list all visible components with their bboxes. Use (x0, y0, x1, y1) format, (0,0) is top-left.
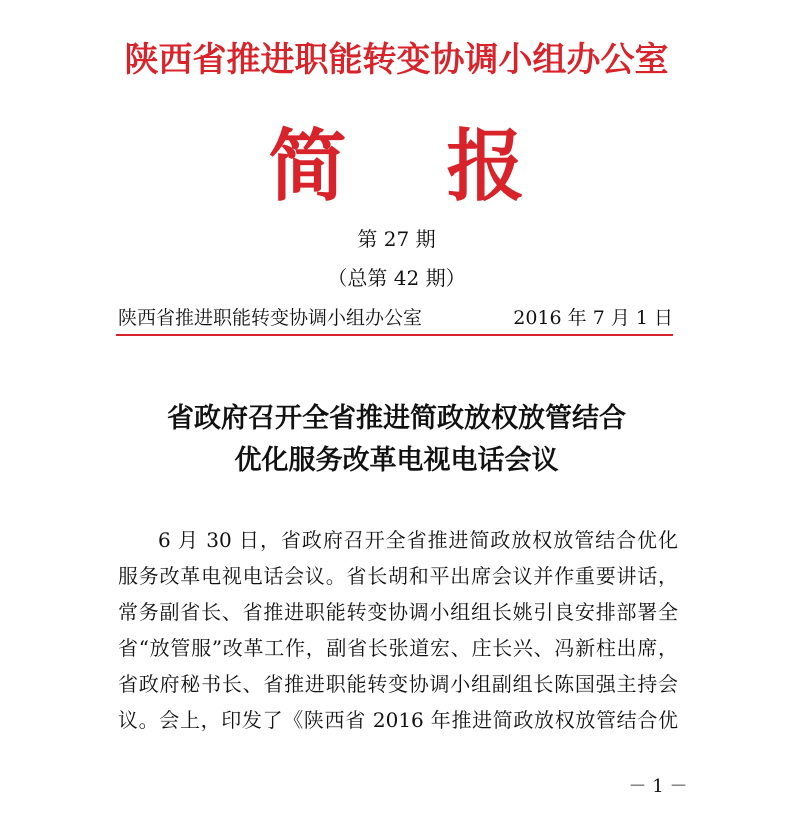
body-line: 服务改革电视电话会议。省长胡和平出席会议并作重要讲话， (118, 564, 678, 588)
body-line: 省“放管服”改革工作，副省长张道宏、庄长兴、冯新柱出席， (118, 636, 678, 660)
issuer-org: 陕西省推进职能转变协调小组办公室 (118, 307, 423, 329)
issuer-line (118, 305, 673, 333)
article-body (118, 522, 678, 738)
issue-number: 第 27 期 (357, 227, 436, 251)
headline-line: 省政府召开全省推进简政放权放管结合 (167, 403, 626, 434)
total-issue-number: （总第 42 期） (327, 266, 466, 290)
org-header-title: 陕西省推进职能转变协调小组办公室 (124, 40, 669, 80)
doc-type-title: 简报 (268, 122, 625, 212)
page-number: － 1 － (628, 776, 688, 797)
body-line: 常务副省长、省推进职能转变协调小组组长姚引良安排部署全 (118, 600, 678, 624)
article-headline (0, 398, 793, 482)
body-line: 议。会上，印发了《陕西省 2016 年推进简政放权放管结合优 (118, 708, 678, 732)
red-divider-rule (116, 334, 673, 336)
headline-line: 优化服务改革电视电话会议 (234, 445, 559, 476)
issue-date: 2016 年 7 月 1 日 (513, 307, 673, 329)
body-line: 6 月 30 日，省政府召开全省推进简政放权放管结合优化 (158, 528, 678, 552)
body-line: 省政府秘书长、省推进职能转变协调小组副组长陈国强主持会 (118, 672, 678, 696)
